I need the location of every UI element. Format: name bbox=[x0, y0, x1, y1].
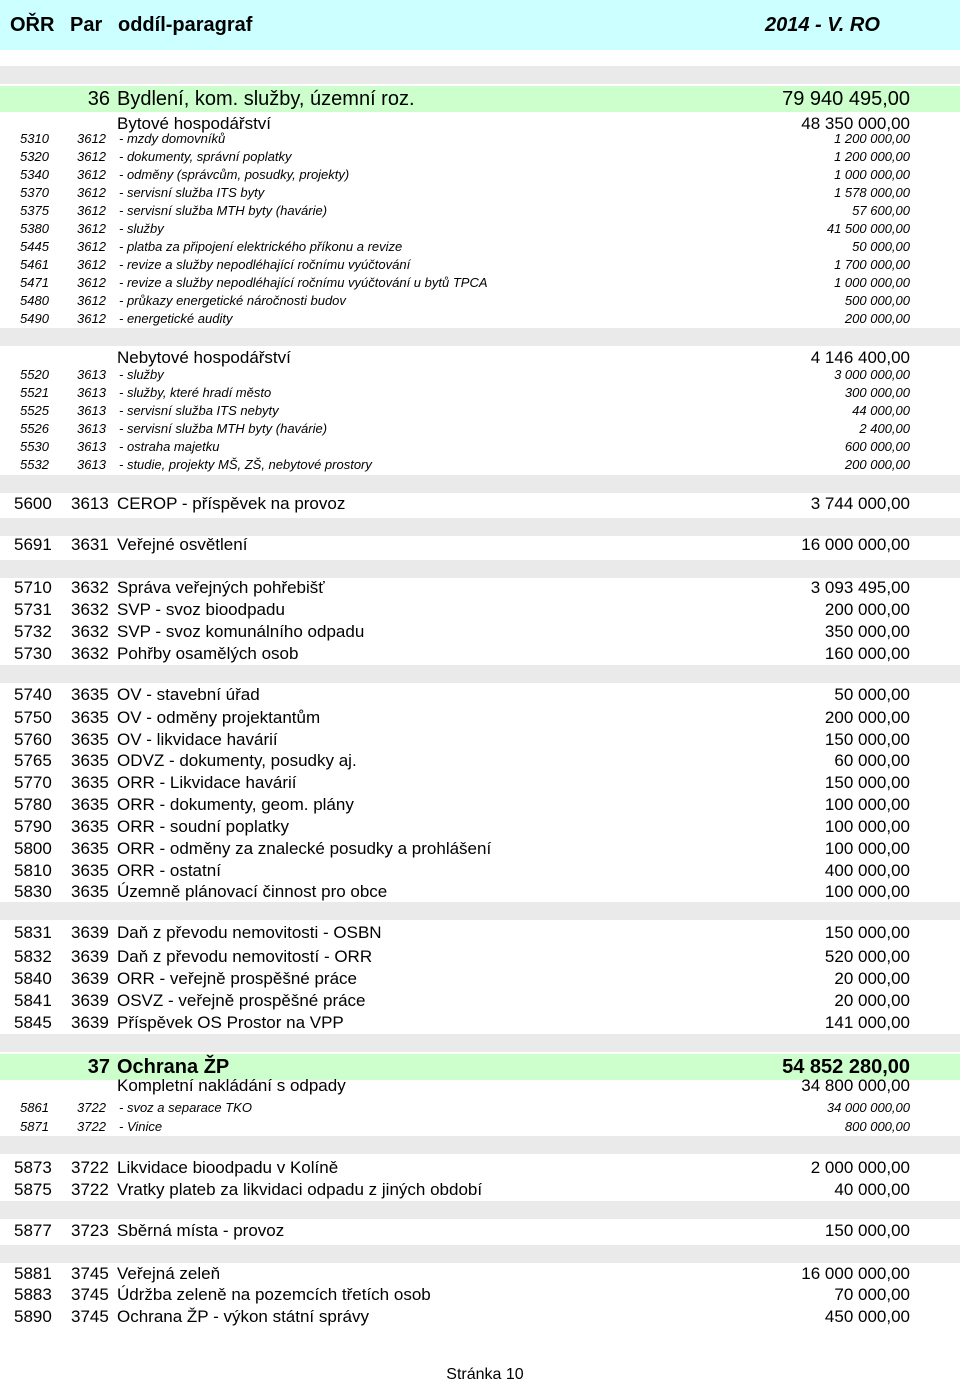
table-row bbox=[0, 420, 960, 438]
orr-code: 5770 bbox=[14, 773, 52, 792]
orr-code: 5780 bbox=[14, 795, 52, 814]
item-amount: 100 000,00 bbox=[824, 882, 910, 901]
item-amount: 1 200 000,00 bbox=[834, 149, 910, 164]
orr-code: 5310 bbox=[20, 131, 49, 146]
paragraph-code: 3613 bbox=[77, 385, 106, 400]
table-row bbox=[0, 148, 960, 166]
table-row bbox=[0, 1012, 960, 1034]
table-row bbox=[0, 838, 960, 860]
section-amount: 79 940 495,00 bbox=[782, 88, 910, 110]
paragraph-code: 3639 bbox=[71, 1013, 109, 1032]
table-row bbox=[0, 202, 960, 220]
subtitle-label: Bytové hospodářství bbox=[117, 114, 272, 133]
item-amount: 50 000,00 bbox=[852, 239, 910, 254]
table-row bbox=[0, 946, 960, 968]
paragraph-code: 3635 bbox=[71, 730, 109, 749]
item-amount: 141 000,00 bbox=[824, 1013, 910, 1032]
orr-code: 5461 bbox=[20, 257, 49, 272]
item-name: Veřejná zeleň bbox=[117, 1264, 221, 1283]
subtitle-row bbox=[0, 1074, 960, 1098]
paragraph-code: 3722 bbox=[71, 1158, 109, 1177]
orr-code: 5810 bbox=[14, 861, 52, 880]
paragraph-code: 3635 bbox=[71, 817, 109, 836]
table-row bbox=[0, 1306, 960, 1328]
item-amount: 200 000,00 bbox=[844, 457, 910, 472]
item-name: OV - likvidace havárií bbox=[117, 730, 278, 749]
item-name: - servisní služba ITS byty bbox=[119, 185, 265, 200]
item-amount: 50 000,00 bbox=[834, 685, 910, 704]
item-amount: 1 000 000,00 bbox=[834, 275, 910, 290]
item-name: - průkazy energetické náročnosti budov bbox=[119, 293, 346, 308]
item-amount: 100 000,00 bbox=[824, 817, 910, 836]
paragraph-code: 3635 bbox=[71, 882, 109, 901]
table-row bbox=[0, 643, 960, 665]
table-row bbox=[0, 1157, 960, 1179]
item-amount: 1 578 000,00 bbox=[834, 185, 910, 200]
paragraph-code: 3612 bbox=[77, 239, 106, 254]
paragraph-code: 3635 bbox=[71, 861, 109, 880]
paragraph-code: 3612 bbox=[77, 149, 106, 164]
table-row bbox=[0, 621, 960, 643]
table-row bbox=[0, 772, 960, 794]
item-name: - ostraha majetku bbox=[119, 439, 220, 454]
paragraph-code: 3632 bbox=[71, 600, 109, 619]
header-col-oddil-paragraf: oddíl-paragraf bbox=[118, 14, 253, 36]
item-name: CEROP - příspěvek na provoz bbox=[117, 494, 346, 513]
paragraph-code: 3723 bbox=[71, 1221, 109, 1240]
table-row bbox=[0, 684, 960, 706]
orr-code: 5445 bbox=[20, 239, 49, 254]
item-name: Pohřby osamělých osob bbox=[117, 644, 299, 663]
orr-code: 5380 bbox=[20, 221, 49, 236]
item-amount: 100 000,00 bbox=[824, 795, 910, 814]
orr-code: 5340 bbox=[20, 167, 49, 182]
orr-code: 5883 bbox=[14, 1285, 52, 1304]
item-name: Sběrná místa - provoz bbox=[117, 1221, 285, 1240]
item-amount: 350 000,00 bbox=[824, 622, 910, 641]
paragraph-code: 3639 bbox=[71, 947, 109, 966]
table-row bbox=[0, 238, 960, 256]
spacer-row bbox=[0, 560, 960, 578]
item-amount: 40 000,00 bbox=[834, 1180, 910, 1199]
item-name: - studie, projekty MŠ, ZŠ, nebytové prostory bbox=[119, 457, 372, 472]
orr-code: 5525 bbox=[20, 403, 49, 418]
header-col-orr: OŘR bbox=[10, 14, 55, 36]
header-col-par: Par bbox=[70, 14, 103, 36]
orr-code: 5861 bbox=[20, 1100, 49, 1115]
orr-code: 5760 bbox=[14, 730, 52, 749]
item-amount: 160 000,00 bbox=[824, 644, 910, 663]
orr-code: 5732 bbox=[14, 622, 52, 641]
paragraph-code: 3745 bbox=[71, 1264, 109, 1283]
table-row bbox=[0, 256, 960, 274]
table-row bbox=[0, 493, 960, 515]
paragraph-code: 3612 bbox=[77, 275, 106, 290]
item-name: - služby bbox=[119, 367, 164, 382]
section-paragraph: 37 bbox=[87, 1056, 110, 1078]
table-row bbox=[0, 384, 960, 402]
orr-code: 5881 bbox=[14, 1264, 52, 1283]
item-amount: 1 200 000,00 bbox=[834, 131, 910, 146]
paragraph-code: 3745 bbox=[71, 1285, 109, 1304]
spacer-row bbox=[0, 665, 960, 683]
orr-code: 5710 bbox=[14, 578, 52, 597]
table-row bbox=[0, 968, 960, 990]
table-row bbox=[0, 438, 960, 456]
table-row bbox=[0, 750, 960, 772]
item-amount: 60 000,00 bbox=[834, 751, 910, 770]
item-amount: 200 000,00 bbox=[844, 311, 910, 326]
item-amount: 70 000,00 bbox=[834, 1285, 910, 1304]
paragraph-code: 3722 bbox=[71, 1180, 109, 1199]
paragraph-code: 3612 bbox=[77, 203, 106, 218]
item-name: Územně plánovací činnost pro obce bbox=[117, 882, 388, 901]
item-amount: 16 000 000,00 bbox=[801, 535, 910, 554]
paragraph-code: 3613 bbox=[71, 494, 109, 513]
table-row bbox=[0, 599, 960, 621]
item-name: - servisní služba MTH byty (havárie) bbox=[119, 421, 328, 436]
page-footer: Stránka 10 bbox=[446, 1366, 524, 1383]
paragraph-code: 3722 bbox=[77, 1100, 106, 1115]
item-amount: 150 000,00 bbox=[824, 730, 910, 749]
table-row bbox=[0, 1263, 960, 1285]
paragraph-code: 3632 bbox=[71, 622, 109, 641]
item-name: ORR - veřejně prospěšné práce bbox=[117, 969, 358, 988]
table-row bbox=[0, 707, 960, 729]
item-amount: 300 000,00 bbox=[844, 385, 910, 400]
orr-code: 5873 bbox=[14, 1158, 52, 1177]
item-name: Veřejné osvětlení bbox=[117, 535, 248, 554]
orr-code: 5731 bbox=[14, 600, 52, 619]
paragraph-code: 3722 bbox=[77, 1119, 106, 1134]
item-name: Likvidace bioodpadu v Kolíně bbox=[117, 1158, 339, 1177]
item-name: - služby bbox=[119, 221, 164, 236]
item-amount: 600 000,00 bbox=[844, 439, 910, 454]
item-amount: 500 000,00 bbox=[844, 293, 910, 308]
orr-code: 5871 bbox=[20, 1119, 49, 1134]
table-row bbox=[0, 456, 960, 474]
item-amount: 16 000 000,00 bbox=[801, 1264, 910, 1283]
orr-code: 5845 bbox=[14, 1013, 52, 1032]
item-name: - odměny (správcům, posudky, projekty) bbox=[119, 167, 350, 182]
item-name: - dokumenty, správní poplatky bbox=[119, 149, 292, 164]
table-row bbox=[0, 794, 960, 816]
paragraph-code: 3613 bbox=[77, 439, 106, 454]
item-name: ORR - dokumenty, geom. plány bbox=[117, 795, 354, 814]
paragraph-code: 3635 bbox=[71, 795, 109, 814]
paragraph-code: 3632 bbox=[71, 644, 109, 663]
table-row bbox=[0, 534, 960, 556]
table-row bbox=[0, 292, 960, 310]
item-amount: 1 000 000,00 bbox=[834, 167, 910, 182]
orr-code: 5530 bbox=[20, 439, 49, 454]
item-amount: 34 000 000,00 bbox=[826, 1100, 910, 1115]
item-name: Daň z převodu nemovitostí - ORR bbox=[117, 947, 373, 966]
item-amount: 800 000,00 bbox=[844, 1119, 910, 1134]
item-name: Vratky plateb za likvidaci odpadu z jiných období bbox=[117, 1180, 483, 1199]
spacer-row bbox=[0, 475, 960, 493]
orr-code: 5490 bbox=[20, 311, 49, 326]
paragraph-code: 3613 bbox=[77, 403, 106, 418]
table-row bbox=[0, 366, 960, 384]
item-name: OSVZ - veřejně prospěšné práce bbox=[117, 991, 366, 1010]
item-amount: 400 000,00 bbox=[824, 861, 910, 880]
table-row bbox=[0, 1099, 960, 1117]
table-row bbox=[0, 220, 960, 238]
orr-code: 5800 bbox=[14, 839, 52, 858]
item-name: - revize a služby nepodléhající ročnímu vyúčtování bbox=[119, 257, 411, 272]
item-name: OV - stavební úřad bbox=[117, 685, 260, 704]
paragraph-code: 3632 bbox=[71, 578, 109, 597]
paragraph-code: 3612 bbox=[77, 257, 106, 272]
spacer-row bbox=[0, 328, 960, 346]
item-name: Správa veřejných pohřebišť bbox=[117, 578, 325, 597]
item-name: Ochrana ŽP - výkon státní správy bbox=[117, 1307, 369, 1326]
item-name: Daň z převodu nemovitosti - OSBN bbox=[117, 923, 382, 942]
table-row bbox=[0, 922, 960, 944]
item-name: Údržba zeleně na pozemcích třetích osob bbox=[117, 1285, 431, 1304]
item-amount: 100 000,00 bbox=[824, 839, 910, 858]
paragraph-code: 3745 bbox=[71, 1307, 109, 1326]
table-row bbox=[0, 310, 960, 328]
spacer-row bbox=[0, 1136, 960, 1154]
orr-code: 5790 bbox=[14, 817, 52, 836]
section-paragraph: 36 bbox=[87, 88, 110, 110]
orr-code: 5831 bbox=[14, 923, 52, 942]
item-amount: 150 000,00 bbox=[824, 923, 910, 942]
orr-code: 5600 bbox=[14, 494, 52, 513]
item-amount: 150 000,00 bbox=[824, 1221, 910, 1240]
item-name: ORR - odměny za znalecké posudky a prohlášení bbox=[117, 839, 492, 858]
orr-code: 5750 bbox=[14, 708, 52, 727]
item-name: - servisní služba MTH byty (havárie) bbox=[119, 203, 328, 218]
item-amount: 3 093 495,00 bbox=[810, 578, 910, 597]
item-name: OV - odměny projektantům bbox=[117, 708, 321, 727]
section-title: Bydlení, kom. služby, územní roz. bbox=[117, 88, 415, 110]
paragraph-code: 3612 bbox=[77, 221, 106, 236]
section-amount: 54 852 280,00 bbox=[782, 1056, 910, 1078]
table-row bbox=[0, 816, 960, 838]
item-name: ORR - ostatní bbox=[117, 861, 221, 880]
spacer-row bbox=[0, 1034, 960, 1052]
item-name: SVP - svoz komunálního odpadu bbox=[117, 622, 365, 641]
orr-code: 5840 bbox=[14, 969, 52, 988]
table-row bbox=[0, 990, 960, 1012]
orr-code: 5730 bbox=[14, 644, 52, 663]
paragraph-code: 3631 bbox=[71, 535, 109, 554]
table-row bbox=[0, 1118, 960, 1136]
item-name: Příspěvek OS Prostor na VPP bbox=[117, 1013, 344, 1032]
orr-code: 5740 bbox=[14, 685, 52, 704]
item-amount: 41 500 000,00 bbox=[826, 221, 910, 236]
table-row bbox=[0, 130, 960, 148]
orr-code: 5370 bbox=[20, 185, 49, 200]
subtitle-amount: 48 350 000,00 bbox=[801, 114, 910, 133]
table-row bbox=[0, 166, 960, 184]
subtitle-label: Nebytové hospodářství bbox=[117, 348, 291, 367]
orr-code: 5521 bbox=[20, 385, 49, 400]
table-row bbox=[0, 1220, 960, 1242]
item-amount: 20 000,00 bbox=[834, 969, 910, 988]
spacer-row bbox=[0, 66, 960, 84]
paragraph-code: 3613 bbox=[77, 457, 106, 472]
orr-code: 5830 bbox=[14, 882, 52, 901]
header-row bbox=[0, 0, 960, 50]
item-name: ORR - soudní poplatky bbox=[117, 817, 289, 836]
spacer-row bbox=[0, 1245, 960, 1263]
orr-code: 5832 bbox=[14, 947, 52, 966]
item-amount: 2 400,00 bbox=[859, 421, 910, 436]
table-row bbox=[0, 184, 960, 202]
table-row bbox=[0, 881, 960, 903]
header-col-period: 2014 - V. RO bbox=[765, 14, 880, 36]
orr-code: 5320 bbox=[20, 149, 49, 164]
item-name: ORR - Likvidace havárií bbox=[117, 773, 297, 792]
paragraph-code: 3635 bbox=[71, 773, 109, 792]
item-name: ODVZ - dokumenty, posudky aj. bbox=[117, 751, 357, 770]
orr-code: 5526 bbox=[20, 421, 49, 436]
section-title: Ochrana ŽP bbox=[117, 1056, 230, 1078]
orr-code: 5471 bbox=[20, 275, 49, 290]
item-name: - svoz a separace TKO bbox=[119, 1100, 252, 1115]
orr-code: 5890 bbox=[14, 1307, 52, 1326]
item-amount: 150 000,00 bbox=[824, 773, 910, 792]
table-row bbox=[0, 1179, 960, 1201]
item-name: - platba za připojení elektrického příkonu a revize bbox=[119, 239, 403, 254]
subtitle-amount: 34 800 000,00 bbox=[801, 1076, 910, 1095]
item-name: - servisní služba ITS nebyty bbox=[119, 403, 279, 418]
item-amount: 200 000,00 bbox=[824, 600, 910, 619]
table-row bbox=[0, 729, 960, 751]
item-amount: 3 000 000,00 bbox=[834, 367, 910, 382]
item-amount: 3 744 000,00 bbox=[810, 494, 910, 513]
table-row bbox=[0, 1284, 960, 1306]
table-row bbox=[0, 860, 960, 882]
item-amount: 200 000,00 bbox=[824, 708, 910, 727]
paragraph-code: 3639 bbox=[71, 991, 109, 1010]
item-name: - služby, které hradí město bbox=[119, 385, 272, 400]
orr-code: 5765 bbox=[14, 751, 52, 770]
paragraph-code: 3635 bbox=[71, 751, 109, 770]
item-amount: 450 000,00 bbox=[824, 1307, 910, 1326]
item-name: - energetické audity bbox=[119, 311, 233, 326]
table-row bbox=[0, 402, 960, 420]
orr-code: 5520 bbox=[20, 367, 49, 382]
orr-code: 5841 bbox=[14, 991, 52, 1010]
orr-code: 5375 bbox=[20, 203, 49, 218]
spacer-row bbox=[0, 1201, 960, 1219]
table-row bbox=[0, 577, 960, 599]
item-name: - mzdy domovníků bbox=[119, 131, 226, 146]
paragraph-code: 3612 bbox=[77, 185, 106, 200]
orr-code: 5532 bbox=[20, 457, 49, 472]
orr-code: 5877 bbox=[14, 1221, 52, 1240]
item-amount: 20 000,00 bbox=[834, 991, 910, 1010]
paragraph-code: 3635 bbox=[71, 708, 109, 727]
orr-code: 5875 bbox=[14, 1180, 52, 1199]
item-amount: 520 000,00 bbox=[824, 947, 910, 966]
subtitle-label: Kompletní nakládání s odpady bbox=[117, 1076, 346, 1095]
paragraph-code: 3612 bbox=[77, 311, 106, 326]
paragraph-code: 3613 bbox=[77, 421, 106, 436]
item-name: - revize a služby nepodléhající ročnímu vyúčtování u bytů TPCA bbox=[119, 275, 488, 290]
spacer-row bbox=[0, 902, 960, 920]
item-amount: 2 000 000,00 bbox=[810, 1158, 910, 1177]
item-amount: 1 700 000,00 bbox=[834, 257, 910, 272]
orr-code: 5480 bbox=[20, 293, 49, 308]
section-header-row bbox=[0, 86, 960, 112]
item-amount: 44 000,00 bbox=[852, 403, 910, 418]
paragraph-code: 3612 bbox=[77, 293, 106, 308]
paragraph-code: 3639 bbox=[71, 969, 109, 988]
subtitle-amount: 4 146 400,00 bbox=[810, 348, 910, 367]
paragraph-code: 3612 bbox=[77, 131, 106, 146]
item-name: - Vinice bbox=[119, 1119, 163, 1134]
table-row bbox=[0, 274, 960, 292]
paragraph-code: 3635 bbox=[71, 685, 109, 704]
paragraph-code: 3639 bbox=[71, 923, 109, 942]
paragraph-code: 3612 bbox=[77, 167, 106, 182]
paragraph-code: 3613 bbox=[77, 367, 106, 382]
item-amount: 57 600,00 bbox=[852, 203, 910, 218]
item-name: SVP - svoz bioodpadu bbox=[117, 600, 285, 619]
paragraph-code: 3635 bbox=[71, 839, 109, 858]
orr-code: 5691 bbox=[14, 535, 52, 554]
